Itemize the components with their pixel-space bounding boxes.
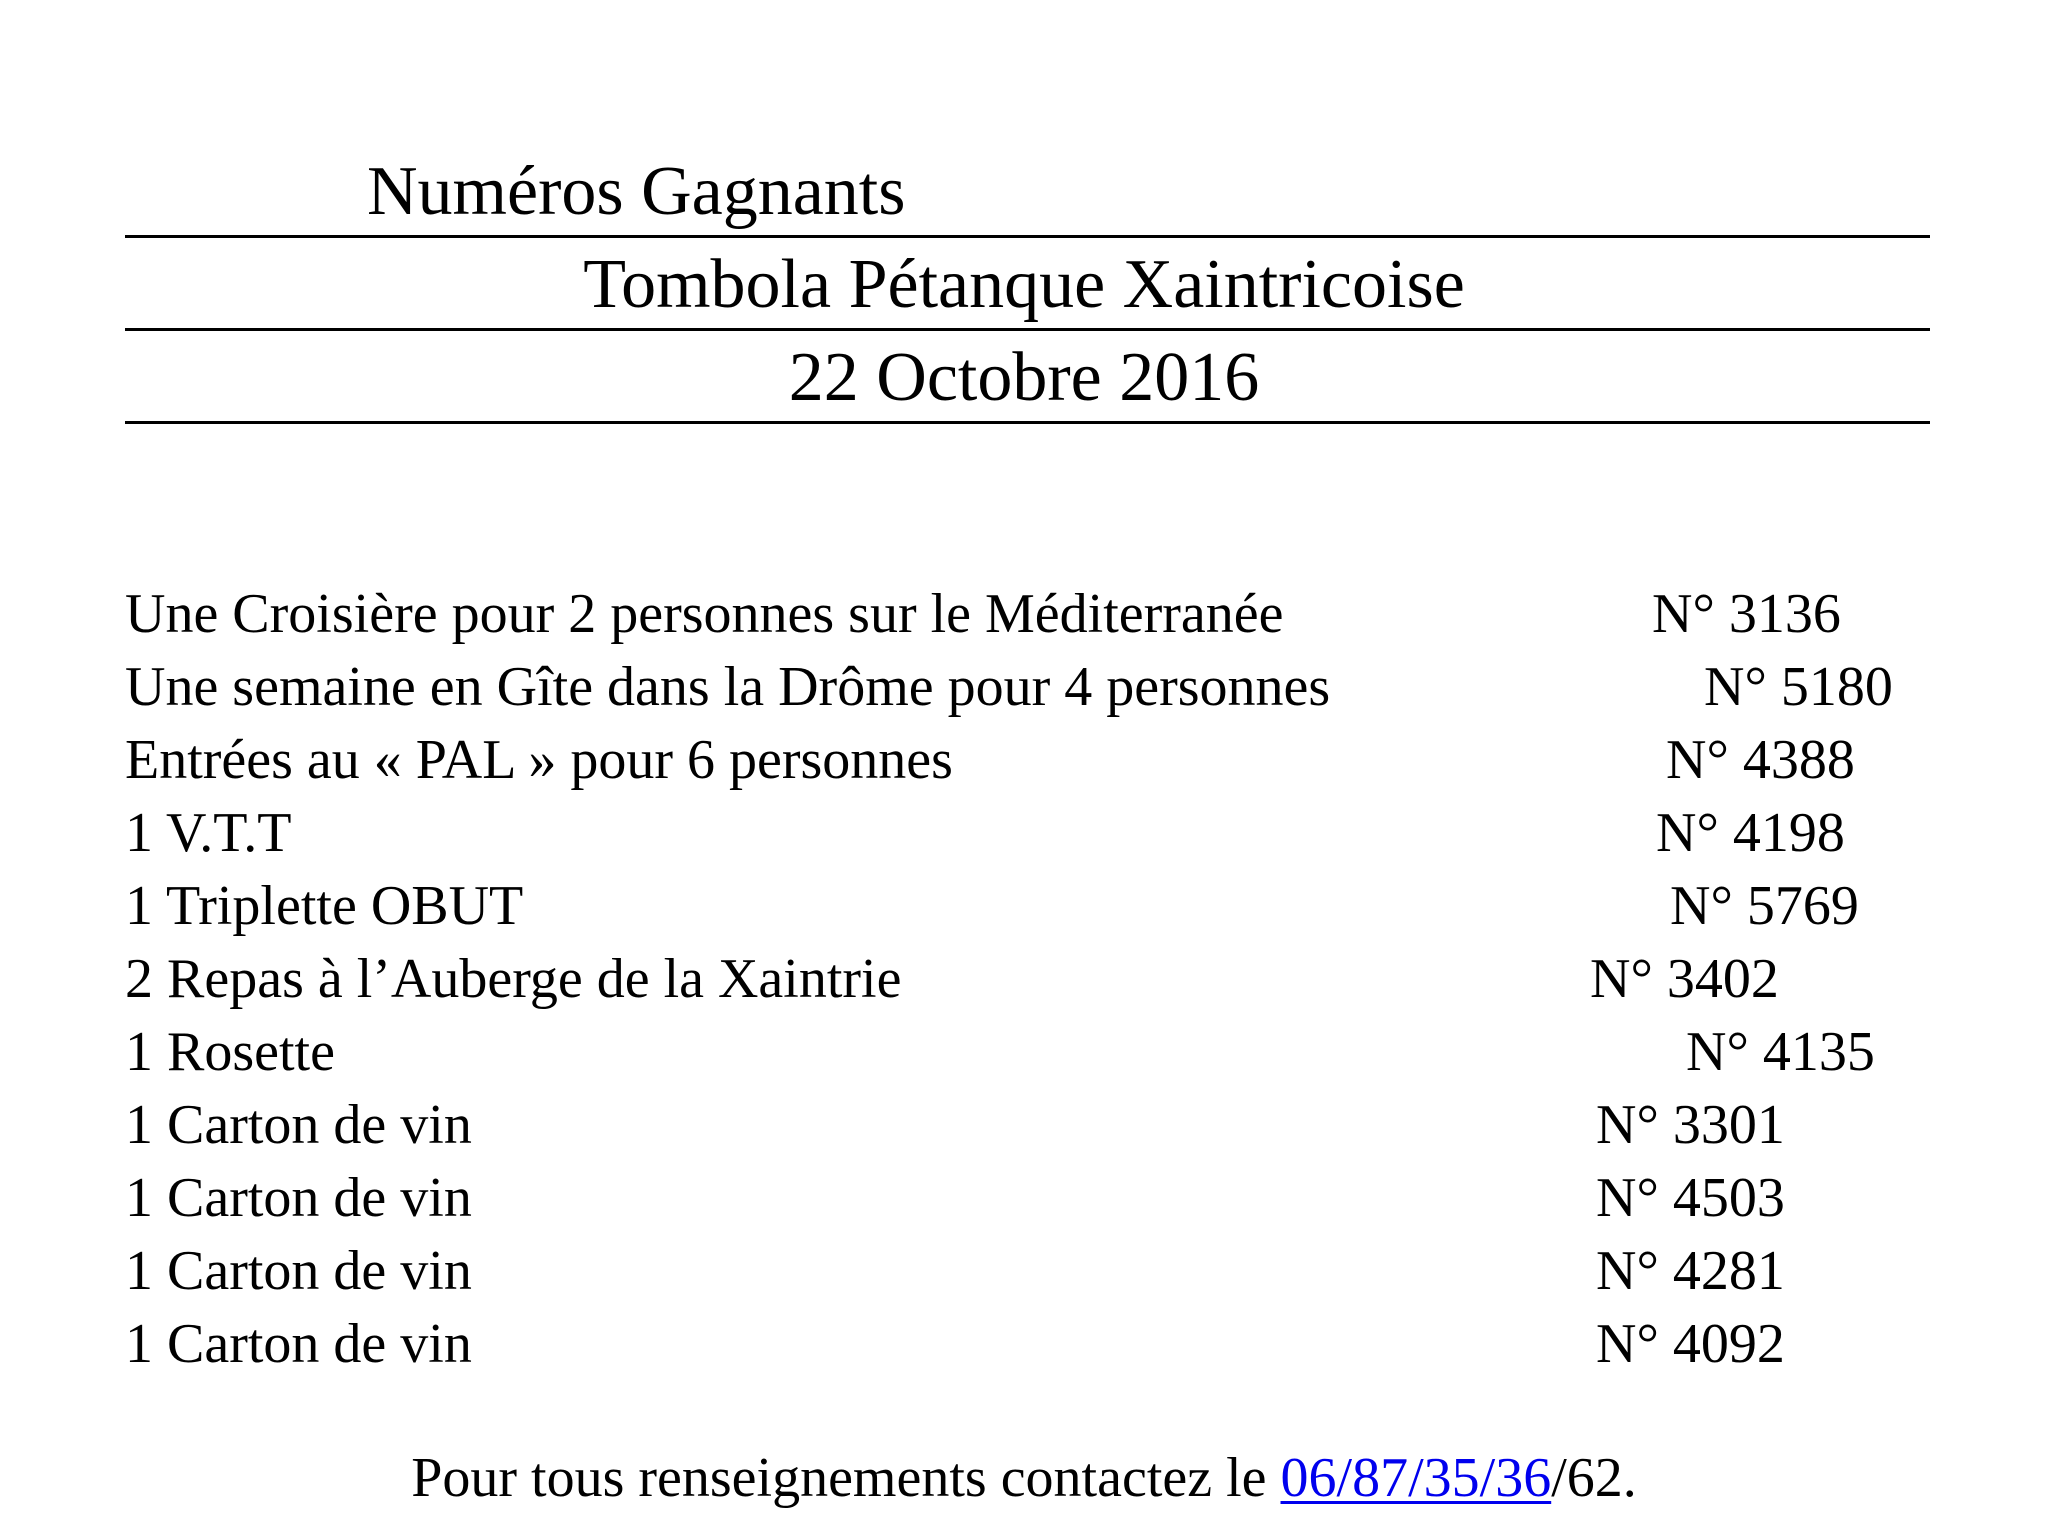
prize-row	[0, 578, 2048, 650]
prize-label: 1 Carton de vin	[125, 1167, 472, 1229]
contact-suffix: /62.	[1551, 1447, 1637, 1509]
prize-number: N° 4503	[1596, 1167, 1785, 1229]
contact-line	[0, 1442, 2048, 1514]
date-divider	[125, 421, 1930, 424]
prize-number: N° 5180	[1704, 656, 1893, 718]
prize-number: N° 3136	[1652, 583, 1841, 645]
prize-label: 1 Triplette OBUT	[125, 875, 524, 937]
page-title: Numéros Gagnants	[367, 153, 906, 230]
prize-number: N° 3301	[1596, 1094, 1785, 1156]
title-divider	[125, 235, 1930, 238]
prize-label: 1 Carton de vin	[125, 1094, 472, 1156]
prize-row	[0, 1089, 2048, 1161]
event-name: Tombola Pétanque Xaintricoise	[583, 246, 1465, 323]
contact-prefix: Pour tous renseignements contactez le	[411, 1447, 1281, 1509]
prize-number: N° 4135	[1686, 1021, 1875, 1083]
prize-number: N° 4388	[1666, 729, 1855, 791]
event-divider	[125, 328, 1930, 331]
prize-row	[0, 1016, 2048, 1088]
prize-label: Entrées au « PAL » pour 6 personnes	[125, 729, 953, 791]
prize-label: 1 V.T.T	[125, 802, 292, 864]
prize-row	[0, 651, 2048, 723]
prize-label: 1 Carton de vin	[125, 1313, 472, 1375]
prize-row	[0, 870, 2048, 942]
prize-label: 1 Carton de vin	[125, 1240, 472, 1302]
prize-row	[0, 797, 2048, 869]
prize-label: Une Croisière pour 2 personnes sur le Méditerranée	[125, 583, 1284, 645]
prize-number: N° 5769	[1670, 875, 1859, 937]
prize-number: N° 4092	[1596, 1313, 1785, 1375]
prize-number: N° 4281	[1596, 1240, 1785, 1302]
prize-label: 2 Repas à l’Auberge de la Xaintrie	[125, 948, 902, 1010]
prize-row	[0, 1235, 2048, 1307]
phone-link[interactable]: 06/87/35/36	[1280, 1447, 1552, 1509]
prize-row	[0, 1162, 2048, 1234]
event-date: 22 Octobre 2016	[788, 339, 1260, 416]
prize-label: 1 Rosette	[125, 1021, 335, 1083]
prize-number: N° 4198	[1656, 802, 1845, 864]
prize-row	[0, 724, 2048, 796]
prize-row	[0, 1308, 2048, 1380]
prize-row	[0, 943, 2048, 1015]
prize-number: N° 3402	[1590, 948, 1779, 1010]
prize-label: Une semaine en Gîte dans la Drôme pour 4 personnes	[125, 656, 1331, 718]
